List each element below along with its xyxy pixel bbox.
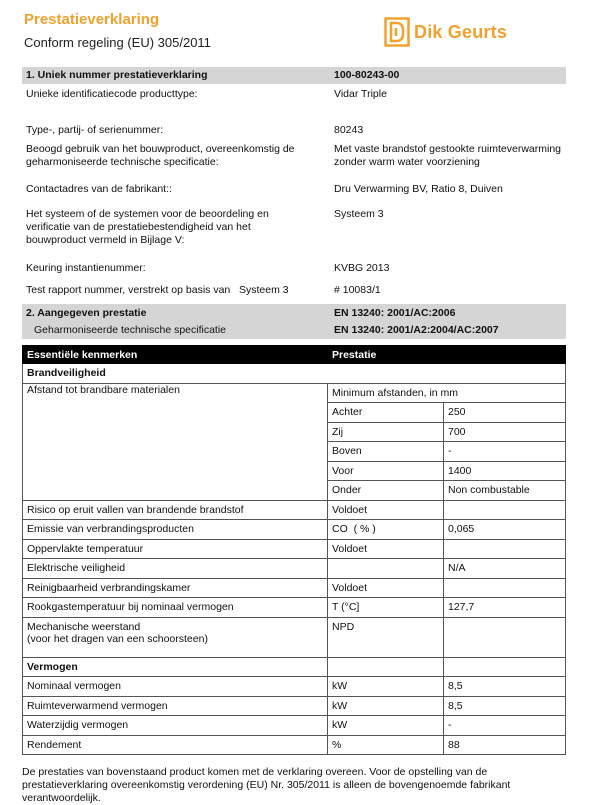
contact-label: Contactadres van de fabrikant:: (26, 183, 172, 195)
table-row (23, 617, 566, 657)
row-label: Emissie van verbrandingsproducten (23, 520, 328, 540)
use-value: Met vaste brandstof gestookte ruimteverwarming zonder warm water voorziening (334, 143, 562, 168)
section-2-bar (22, 304, 566, 339)
system-label: Het systeem of de systemen voor de beoordeling en verificatie van de prestatiebestendigheid van het bouwproduct vermeld in Bijlage V: (26, 208, 269, 246)
power-value: - (444, 716, 566, 736)
id-value: Vidar Triple (334, 88, 387, 100)
row-value (444, 539, 566, 559)
table-row (23, 559, 566, 579)
power-heading: Vermogen (23, 657, 328, 677)
row-value: N/A (444, 559, 566, 579)
distance-value-front: 1400 (444, 461, 566, 481)
logo-text: Dik Geurts (414, 21, 508, 42)
section-2-standard-2: EN 13240: 2001/A2:2004/AC:2007 (334, 324, 499, 336)
table-row (23, 677, 566, 697)
distance-header: Minimum afstanden, in mm (328, 383, 566, 403)
serial-value: 80243 (334, 124, 364, 136)
performance-table (22, 345, 566, 755)
inspection-label: Keuring instantienummer: (26, 262, 146, 274)
distance-label-side: Zij (328, 422, 444, 442)
row-unit: Voldoet (328, 500, 444, 520)
mechanical-label-1: Mechanische weerstand (27, 620, 141, 633)
distance-label-bottom: Onder (328, 481, 444, 501)
power-unit: kW (328, 696, 444, 716)
distance-value-top: - (444, 442, 566, 462)
fire-safety-heading: Brandveiligheid (23, 364, 566, 384)
row-value (444, 500, 566, 520)
distance-label-top: Boven (328, 442, 444, 462)
row-unit (328, 559, 444, 579)
power-unit: kW (328, 677, 444, 697)
row-unit: Voldoet (328, 539, 444, 559)
inspection-value: KVBG 2013 (334, 262, 390, 274)
dik-geurts-logo-icon (384, 17, 410, 47)
section-1-value: 100-80243-00 (334, 69, 400, 81)
row-label: Reinigbaarheid verbrandingskamer (23, 578, 328, 598)
power-unit: kW (328, 716, 444, 736)
table-header-row (23, 346, 566, 364)
power-label: Rendement (23, 735, 328, 755)
use-label: Beoogd gebruik van het bouwproduct, overeenkomstig de geharmoniseerde technische specificatie: (26, 143, 295, 168)
power-label: Nominaal vermogen (23, 677, 328, 697)
test-value: # 10083/1 (334, 284, 381, 296)
section-1-bar (22, 67, 566, 84)
power-heading-empty-1 (328, 657, 444, 677)
distance-label-rear: Achter (328, 403, 444, 423)
row-label: Elektrische veiligheid (23, 559, 328, 579)
document-title: Prestatieverklaring (24, 11, 160, 28)
footer-declaration: De prestaties van bovenstaand product komen met de verklaring overeen. Voor de opstelling van de prestatieverklaring overeenkomstig verordening (EU) Nr. 305/2011 is alleen de bovengenoemde fabrikant verantwoordelijk. (22, 766, 511, 804)
header-characteristics: Essentiële kenmerken (23, 346, 328, 364)
distance-value-side: 700 (444, 422, 566, 442)
section-fire-safety (23, 364, 566, 384)
table-row (23, 716, 566, 736)
serial-label: Type-, partij- of serienummer: (26, 124, 164, 136)
distance-label: Afstand tot brandbare materialen (23, 383, 328, 500)
row-label: Risico op eruit vallen van brandende brandstof (23, 500, 328, 520)
power-value: 8,5 (444, 696, 566, 716)
row-unit: T (°C] (328, 598, 444, 618)
row-value (444, 578, 566, 598)
power-value: 8,5 (444, 677, 566, 697)
section-2-label: 2. Aangegeven prestatie (26, 307, 147, 319)
table-row (23, 735, 566, 755)
mechanical-empty (444, 617, 566, 657)
row-value: 0,065 (444, 520, 566, 540)
contact-value: Dru Verwarming BV, Ratio 8, Duiven (334, 183, 503, 195)
table-row (23, 520, 566, 540)
table-row (23, 578, 566, 598)
power-value: 88 (444, 735, 566, 755)
row-unit: Voldoet (328, 578, 444, 598)
distance-value-rear: 250 (444, 403, 566, 423)
table-row (23, 539, 566, 559)
test-label: Test rapport nummer, verstrekt op basis van Systeem 3 (26, 284, 289, 296)
distance-value-bottom: Non combustable (444, 481, 566, 501)
row-unit: CO ( % ) (328, 520, 444, 540)
mechanical-resistance-cell (23, 617, 328, 657)
table-row (23, 696, 566, 716)
table-row (23, 598, 566, 618)
id-label: Unieke identificatiecode producttype: (26, 88, 198, 100)
mechanical-value: NPD (328, 617, 444, 657)
table-row (23, 500, 566, 520)
power-label: Waterzijdig vermogen (23, 716, 328, 736)
document-subtitle: Conform regeling (EU) 305/2011 (24, 35, 211, 50)
power-unit: % (328, 735, 444, 755)
table-row (23, 383, 566, 403)
row-label: Rookgastemperatuur bij nominaal vermogen (23, 598, 328, 618)
distance-label-front: Voor (328, 461, 444, 481)
section-power (23, 657, 566, 677)
power-heading-empty-2 (444, 657, 566, 677)
section-2-sublabel: Geharmoniseerde technische specificatie (34, 324, 227, 336)
power-label: Ruimteverwarmend vermogen (23, 696, 328, 716)
company-logo (384, 17, 507, 47)
row-value: 127,7 (444, 598, 566, 618)
section-2-standard-1: EN 13240: 2001/AC:2006 (334, 307, 456, 319)
section-1-label: 1. Uniek nummer prestatieverklaring (26, 69, 208, 81)
mechanical-label-2: (voor het dragen van een schoorsteen) (27, 632, 208, 645)
header-performance: Prestatie (328, 346, 566, 364)
row-label: Oppervlakte temperatuur (23, 539, 328, 559)
system-value: Systeem 3 (334, 208, 384, 220)
